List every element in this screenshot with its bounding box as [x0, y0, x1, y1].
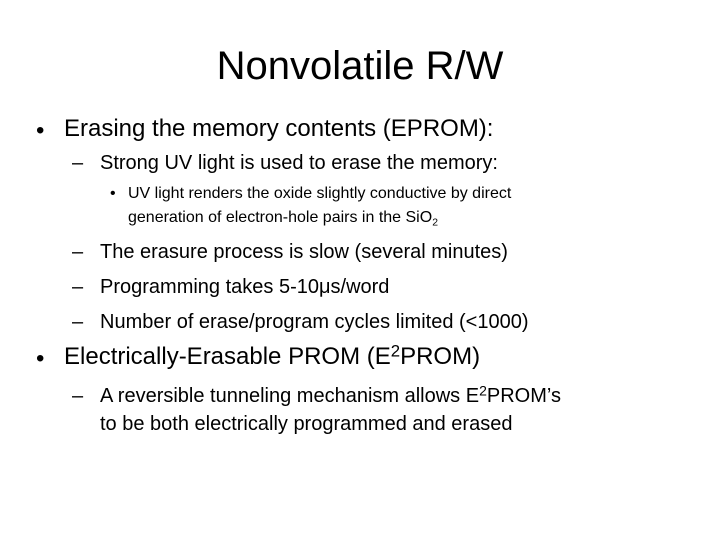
dash-marker: –	[72, 152, 84, 174]
bullet-marker: •	[36, 117, 45, 144]
bullet-e2prom	[64, 343, 480, 371]
programming-text: Programming takes 5-10	[100, 276, 319, 298]
slide-title: Nonvolatile R/W	[216, 44, 504, 88]
bullet-erasing: Erasing the memory contents (EPROM):	[64, 115, 494, 142]
tunneling-text: A reversible tunneling mechanism allows E	[100, 385, 480, 407]
subbullet-tunneling-line2: to be both electrically programmed and erased	[100, 413, 513, 435]
superscript-2: 2	[479, 382, 487, 399]
superscript-2: 2	[390, 341, 401, 361]
oxide-text: generation of electron-hole pairs in the SiO	[128, 209, 433, 226]
bullet-marker: •	[36, 345, 45, 372]
programming-unit: s/word	[330, 276, 390, 298]
subsubbullet-oxide-line1: UV light renders the oxide slightly conductive by direct	[128, 185, 512, 202]
dash-marker: –	[72, 276, 84, 298]
subbullet-tunneling-line1	[100, 384, 561, 408]
e2prom-suffix: PROM)	[400, 343, 481, 370]
subbullet-cycles: Number of erase/program cycles limited (<1000)	[100, 311, 529, 333]
subscript-2: 2	[432, 217, 438, 229]
subbullet-erasure-slow: The erasure process is slow (several minutes)	[100, 241, 508, 263]
tunneling-suffix: PROM’s	[486, 385, 561, 407]
dash-marker: –	[72, 385, 84, 407]
subsubbullet-oxide-line2	[128, 208, 438, 228]
bullet-marker: •	[110, 185, 116, 202]
dash-marker: –	[72, 311, 84, 333]
e2prom-text: Electrically-Erasable PROM (E	[64, 343, 391, 370]
subbullet-programming	[100, 275, 389, 299]
mu-symbol: μ	[318, 276, 331, 298]
dash-marker: –	[72, 241, 84, 263]
subbullet-uv-light: Strong UV light is used to erase the memory:	[100, 152, 498, 174]
